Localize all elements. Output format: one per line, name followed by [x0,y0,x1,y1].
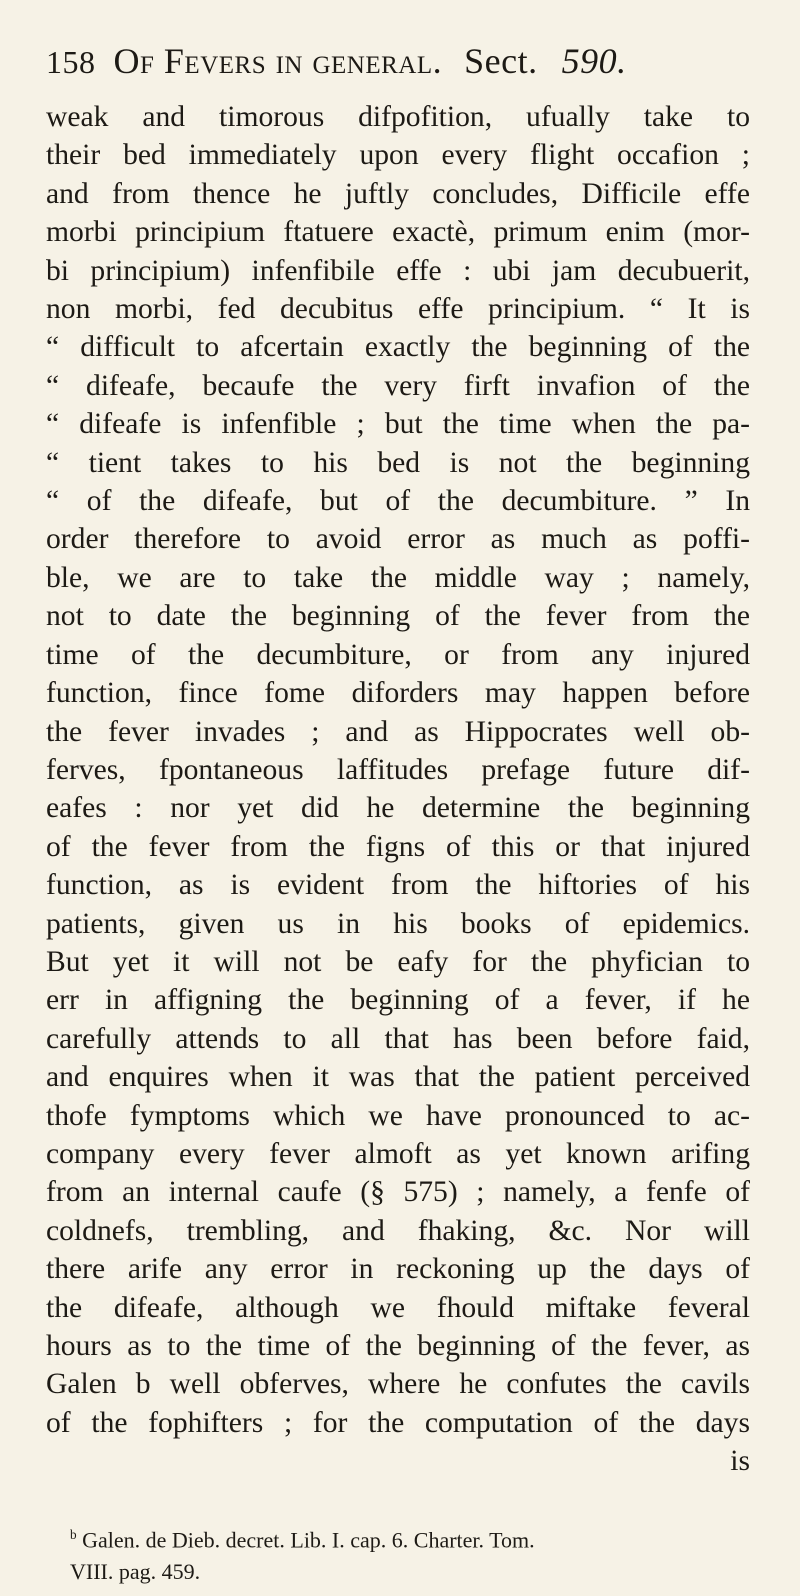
text-line: But yet it will not be eafy for the phyfician to [46,945,750,978]
body-text [46,98,750,1481]
running-header [46,40,750,98]
footnote [70,1519,774,1588]
text-line: “ of the difeafe, but of the decumbiture. ” In [46,485,750,518]
text-line: of the fophifters ; for the computation of the days [46,1406,750,1439]
text-line: err in affigning the beginning of a fever, if he [46,984,750,1017]
text-line: patients, given us in his books of epidemics. [46,907,750,940]
page-number: 158 [46,44,96,80]
text-line: is [730,1445,750,1478]
text-line: of the fever from the figns of this or that injured [46,830,750,863]
text-line: hours as to the time of the beginning of the fever, as [46,1330,750,1362]
text-line: order therefore to avoid error as much as poffi- [46,523,750,556]
text-line: coldnefs, trembling, and fhaking, &c. Nor will [46,1214,750,1247]
text-line: from an internal caufe (§ 575) ; namely, a fenfe of [46,1176,750,1209]
section-number: 590. [561,41,627,81]
text-line: weak and timorous difpofition, ufually take to [46,101,750,133]
footnote-marker: b [70,1526,77,1542]
text-line: and enquires when it was that the patient perceived [46,1061,750,1094]
footnote-text-1: Galen. de Dieb. decret. Lib. I. cap. 6. Charter. Tom. [82,1526,535,1552]
text-line: “ difficult to afcertain exactly the beginning of the [46,331,750,364]
footnote-line-2: VIII. pag. 459. [70,1558,201,1584]
text-line: company every fever almoft as yet known arifing [46,1137,750,1170]
text-line: the difeafe, although we fhould miftake feveral [46,1291,750,1324]
text-line: “ difeafe is infenfible ; but the time when the pa- [46,408,750,441]
text-line: “ tient takes to his bed is not the beginning [46,446,750,479]
running-title: Of Fevers in general. [113,41,443,81]
text-line: thofe fymptoms which we have pronounced to ac- [46,1099,750,1132]
text-line: Galen b well obferves, where he confutes the cavils [46,1368,750,1401]
text-line: the fever invades ; and as Hippocrates well ob- [46,715,750,748]
text-line: “ difeafe, becaufe the very firft invafion of the [46,369,750,402]
text-line: function, as is evident from the hiftories of his [46,869,750,902]
text-line: their bed immediately upon every flight occafion ; [46,139,750,172]
text-line: ferves, fpontaneous laffitudes prefage future dif- [46,753,750,786]
text-line: carefully attends to all that has been before faid, [46,1022,750,1055]
text-line: time of the decumbiture, or from any injured [46,638,750,671]
text-line: morbi principium ftatuere exactè, primum enim (mor- [46,216,750,249]
text-line: eafes : nor yet did he determine the beginning [46,792,750,825]
text-line: function, fince fome diforders may happen before [46,677,750,710]
text-line: not to date the beginning of the fever from the [46,600,750,633]
text-line: and from thence he juftly concludes, Difficile effe [46,177,750,210]
text-line: bi principium) infenfibile effe : ubi jam decubuerit, [46,254,750,287]
text-line: there arife any error in reckoning up the days of [46,1253,750,1286]
section-label: Sect. [464,41,538,81]
text-line: ble, we are to take the middle way ; namely, [46,561,750,594]
text-line: non morbi, fed decubitus effe principium. “ It is [46,293,750,326]
footnote-line-1 [70,1519,774,1556]
